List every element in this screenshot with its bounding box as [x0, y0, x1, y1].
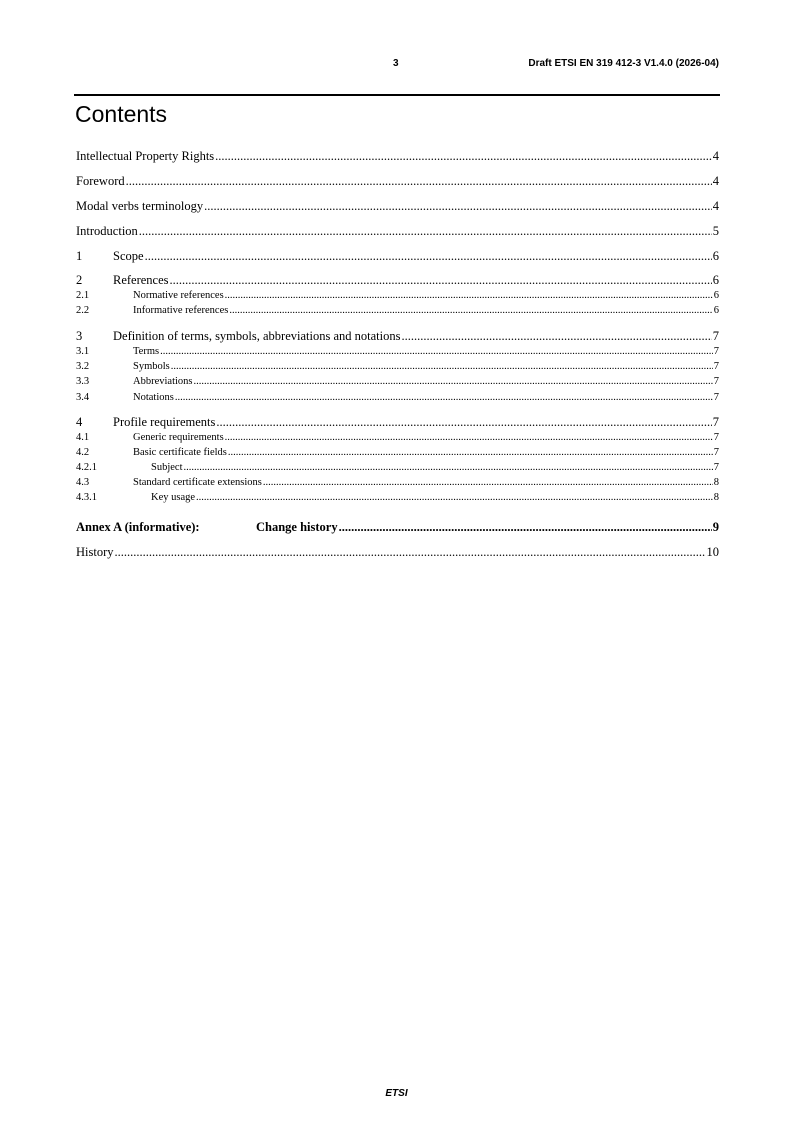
- toc-entry-title: Change history: [256, 520, 338, 534]
- dot-leader: [194, 377, 713, 388]
- toc-entry-number: 4.2.1: [76, 462, 97, 473]
- toc-entry-number: 2.2: [76, 305, 90, 316]
- toc-entry-key-usage[interactable]: [76, 493, 719, 504]
- toc-entry-number: 2: [76, 273, 83, 287]
- dot-leader: [184, 463, 713, 474]
- toc-entry-intellectual-property-rights[interactable]: [76, 150, 719, 163]
- toc-entry-annex-a[interactable]: [76, 521, 719, 534]
- toc-entry-definitions[interactable]: [76, 330, 719, 343]
- toc-entry-title: Normative references: [133, 290, 224, 301]
- toc-entry-page: 7: [712, 415, 719, 429]
- toc-entry-number: 4.2: [76, 447, 90, 458]
- toc-entry-page: 7: [713, 361, 719, 372]
- toc-entry-page: 8: [713, 492, 719, 503]
- toc-entry-number: 1: [76, 249, 83, 263]
- toc-entry-title: Notations: [133, 392, 174, 403]
- toc-entry-title: Symbols: [133, 361, 170, 372]
- toc-entry-basic-certificate-fields[interactable]: [76, 448, 719, 459]
- toc-entry-history[interactable]: [76, 546, 719, 559]
- dot-leader: [216, 416, 711, 429]
- toc-entry-page: 6: [713, 305, 719, 316]
- dot-leader: [401, 330, 711, 343]
- toc-entry-subject[interactable]: [76, 463, 719, 474]
- dot-leader: [215, 150, 712, 163]
- toc-entry-title: Standard certificate extensions: [133, 477, 262, 488]
- toc-entry-page: 4: [712, 199, 719, 213]
- toc-entry-title: Key usage: [151, 492, 196, 503]
- toc-entry-page: 9: [712, 520, 719, 534]
- dot-leader: [339, 521, 712, 534]
- toc-entry-page: 7: [713, 392, 719, 403]
- dot-leader: [196, 493, 713, 504]
- dot-leader: [115, 546, 706, 559]
- toc-entry-modal-verbs[interactable]: [76, 200, 719, 213]
- toc-entry-title: Intellectual Property Rights: [76, 149, 215, 163]
- page-number: 3: [393, 58, 399, 69]
- toc-entry-page: 10: [706, 545, 719, 559]
- toc-entry-number: 4.1: [76, 432, 90, 443]
- toc-entry-references[interactable]: [76, 274, 719, 287]
- toc-entry-title: Foreword: [76, 174, 125, 188]
- toc-entry-symbols[interactable]: [76, 362, 719, 373]
- toc-entry-page: 7: [713, 346, 719, 357]
- toc-entry-introduction[interactable]: [76, 225, 719, 238]
- toc-entry-title: Terms: [133, 346, 160, 357]
- dot-leader: [145, 250, 712, 263]
- dot-leader: [228, 448, 713, 459]
- dot-leader: [126, 175, 712, 188]
- toc-entry-page: 8: [713, 477, 719, 488]
- toc-annex-label: Annex A (informative):: [76, 520, 200, 534]
- dot-leader: [229, 306, 712, 317]
- toc-entry-page: 5: [712, 224, 719, 238]
- footer-etsi: ETSI: [385, 1088, 408, 1099]
- toc-entry-title: Generic requirements: [133, 432, 224, 443]
- toc-entry-normative-references[interactable]: [76, 291, 719, 302]
- toc-entry-title: References: [113, 273, 169, 287]
- dot-leader: [170, 274, 712, 287]
- dot-leader: [171, 362, 713, 373]
- toc-entry-title: Definition of terms, symbols, abbreviations and notations: [113, 329, 401, 343]
- toc-entry-scope[interactable]: [76, 250, 719, 263]
- dot-leader: [204, 200, 712, 213]
- toc-entry-notations[interactable]: [76, 393, 719, 404]
- toc-entry-title: Basic certificate fields: [133, 447, 227, 458]
- toc-entry-number: 3.2: [76, 361, 90, 372]
- toc-entry-generic-requirements[interactable]: [76, 433, 719, 444]
- dot-leader: [225, 433, 713, 444]
- toc-entry-title: Abbreviations: [133, 376, 193, 387]
- toc-entry-page: 4: [712, 174, 719, 188]
- toc-entry-profile-requirements[interactable]: [76, 416, 719, 429]
- toc-entry-page: 7: [713, 447, 719, 458]
- toc-entry-terms[interactable]: [76, 347, 719, 358]
- document-reference: Draft ETSI EN 319 412-3 V1.4.0 (2026-04): [528, 58, 719, 69]
- toc-entry-page: 6: [713, 290, 719, 301]
- toc-entry-title: History: [76, 545, 114, 559]
- toc-entry-title: Introduction: [76, 224, 138, 238]
- toc-entry-page: 6: [712, 249, 719, 263]
- toc-entry-number: 4.3: [76, 477, 90, 488]
- toc-entry-title: Subject: [151, 462, 183, 473]
- toc-entry-foreword[interactable]: [76, 175, 719, 188]
- toc-entry-page: 7: [713, 432, 719, 443]
- toc-entry-title: Profile requirements: [113, 415, 216, 429]
- toc-entry-page: 7: [713, 462, 719, 473]
- toc-entry-number: 2.1: [76, 290, 90, 301]
- dot-leader: [139, 225, 712, 238]
- page-title: Contents: [75, 101, 168, 127]
- toc-entry-page: 7: [713, 376, 719, 387]
- header-divider: [74, 94, 720, 96]
- toc-entry-standard-certificate-extensions[interactable]: [76, 478, 719, 489]
- toc-entry-abbreviations[interactable]: [76, 377, 719, 388]
- dot-leader: [175, 393, 713, 404]
- toc-entry-number: 3.1: [76, 346, 90, 357]
- dot-leader: [160, 347, 713, 358]
- toc-entry-number: 3.4: [76, 392, 90, 403]
- toc-entry-title: Informative references: [133, 305, 229, 316]
- toc-entry-title: Scope: [113, 249, 144, 263]
- toc-entry-page: 7: [712, 329, 719, 343]
- dot-leader: [225, 291, 713, 302]
- toc-entry-number: 3: [76, 329, 83, 343]
- toc-entry-number: 4.3.1: [76, 492, 97, 503]
- toc-entry-number: 3.3: [76, 376, 90, 387]
- toc-entry-title: Modal verbs terminology: [76, 199, 204, 213]
- toc-entry-informative-references[interactable]: [76, 306, 719, 317]
- toc-entry-number: 4: [76, 415, 83, 429]
- toc-entry-page: 4: [712, 149, 719, 163]
- toc-entry-page: 6: [712, 273, 719, 287]
- dot-leader: [263, 478, 713, 489]
